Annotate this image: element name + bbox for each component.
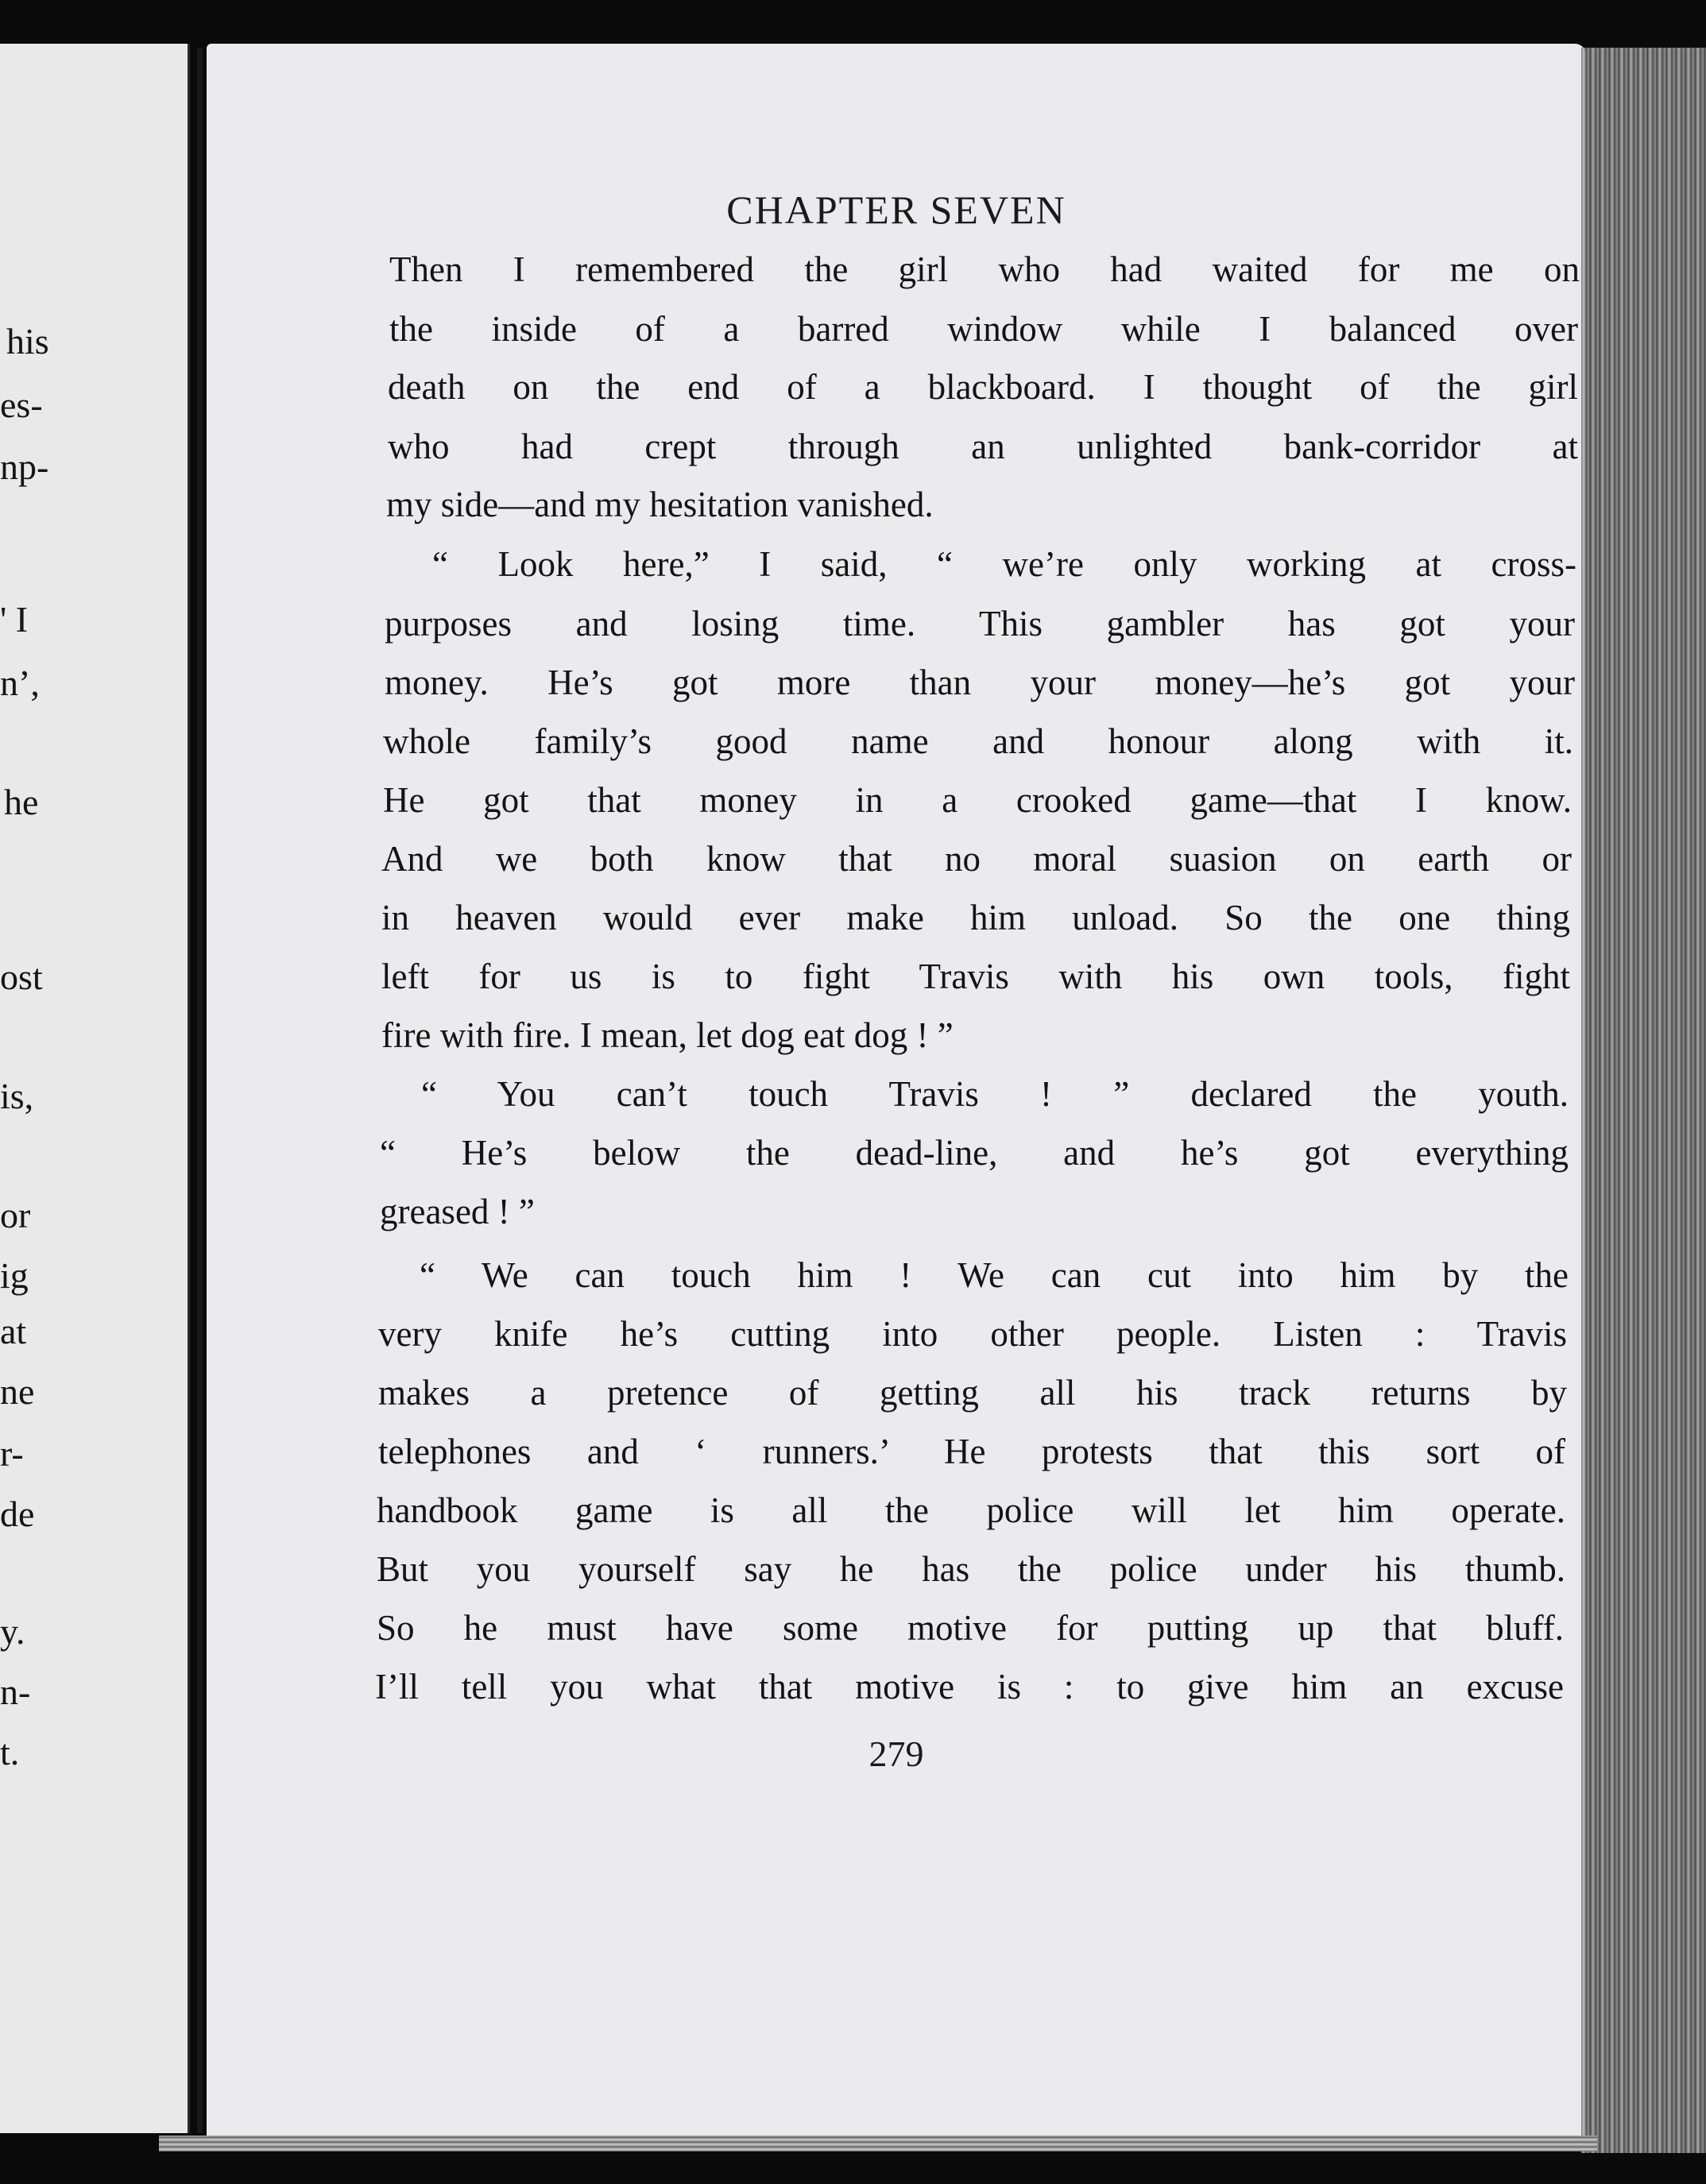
text-line: So he must have some motive for putting up that bluff.	[377, 1608, 1564, 1648]
left-page-text: es-	[0, 385, 43, 425]
text-line: makes a pretence of getting all his track returns by	[378, 1373, 1567, 1413]
text-line: I’ll tell you what that motive is : to give him an excuse	[375, 1667, 1564, 1707]
left-page-text: his	[6, 321, 49, 361]
left-page-text: np-	[0, 446, 49, 487]
text-line: very knife he’s cutting into other people. Listen : Travis	[378, 1314, 1567, 1354]
text-line: Then I remembered the girl who had waited for me on	[389, 249, 1580, 289]
book-page-edges	[1581, 48, 1706, 2153]
left-page-text: is,	[0, 1076, 34, 1116]
left-page-text: n’,	[0, 663, 40, 703]
text-line: left for us is to fight Travis with his own tools, fight	[381, 957, 1570, 996]
text-line: the inside of a barred window while I balanced over	[389, 309, 1578, 349]
left-page-text: n-	[0, 1672, 31, 1712]
text-line: But you yourself say he has the police under his thumb.	[377, 1549, 1565, 1589]
left-page-text: ne	[0, 1371, 35, 1412]
text-line: in heaven would ever make him unload. So the one thing	[381, 898, 1570, 937]
page-number: 279	[868, 1734, 924, 1774]
text-line: purposes and losing time. This gambler has got your	[385, 604, 1575, 644]
book-bottom-edge	[159, 2136, 1597, 2151]
text-line: whole family’s good name and honour along with it.	[383, 721, 1573, 761]
left-page-text: y.	[0, 1611, 25, 1652]
running-head: CHAPTER SEVEN	[726, 187, 1066, 232]
text-line: fire with fire. I mean, let dog eat dog ! ”	[381, 1015, 954, 1055]
text-line: greased ! ”	[380, 1192, 535, 1231]
text-line: telephones and ‘ runners.’ He protests that this sort of	[378, 1432, 1565, 1471]
text-line: “ We can touch him ! We can cut into him by the	[420, 1255, 1569, 1295]
left-page-text: de	[0, 1494, 35, 1534]
left-page-text: he	[4, 782, 39, 822]
left-page-text: ost	[0, 957, 43, 997]
left-page-text: r-	[0, 1433, 24, 1474]
left-page-text: ig	[0, 1255, 29, 1296]
left-page-text: ' I	[0, 599, 29, 640]
book-gutter	[197, 48, 203, 2133]
text-line: “ You can’t touch Travis ! ” declared the youth.	[421, 1074, 1569, 1114]
left-page	[0, 44, 190, 2133]
left-page-text: or	[0, 1195, 31, 1235]
text-line: And we both know that no moral suasion on earth or	[381, 839, 1572, 879]
text-line: death on the end of a blackboard. I thought of the girl	[388, 367, 1578, 407]
text-line: He got that money in a crooked game—that I know.	[383, 780, 1572, 820]
text-line: who had crept through an unlighted bank-corridor at	[388, 427, 1578, 466]
left-page-text: t.	[0, 1732, 20, 1772]
text-line: my side—and my hesitation vanished.	[386, 485, 934, 524]
text-line: handbook game is all the police will let him operate.	[377, 1490, 1565, 1530]
right-page	[207, 44, 1586, 2141]
text-line: “ He’s below the dead-line, and he’s got everything	[380, 1133, 1569, 1173]
text-line: “ Look here,” I said, “ we’re only working at cross-	[432, 544, 1576, 584]
left-page-text: at	[0, 1311, 27, 1351]
text-line: money. He’s got more than your money—he’s got your	[385, 663, 1575, 702]
